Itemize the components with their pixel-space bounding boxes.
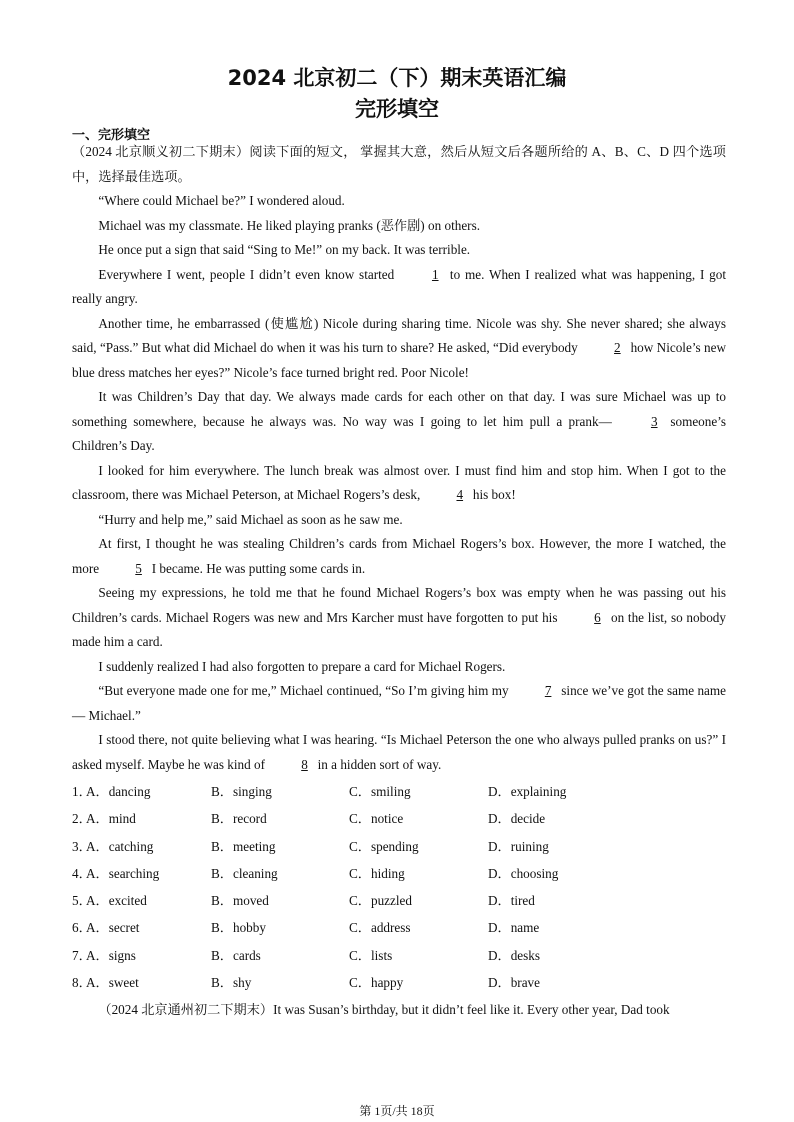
blank-2: 2 (614, 340, 621, 355)
question-row (72, 860, 726, 887)
page-number: 第 1页/共 18页 (359, 1104, 435, 1118)
option-d: D．desks (488, 947, 541, 963)
text-span: Seeing my expressions, he told me that he found Michael Rogers’s box was empty when he was passing out his Children’s cards. Michael Rogers was new and Mrs Karcher must have forgotten to put his (72, 585, 726, 625)
option-c: C．address (349, 920, 411, 936)
text-span: It was Children’s Day that day. We always made cards for each other on that day. I was sure Michael was up to something somewhere, because he always was. No way was I going to let him pull a prank— (72, 389, 726, 429)
question-number: 3． (72, 838, 92, 854)
paragraph: Michael was my classmate. He liked playing pranks (恶作剧) on others. (98, 217, 481, 233)
option-d: D．choosing (488, 865, 559, 881)
option-a: A．excited (86, 893, 147, 909)
option-b: B．cards (211, 947, 261, 963)
question-number: 4． (72, 865, 92, 881)
question-row (72, 805, 726, 832)
question-number: 5． (72, 893, 92, 909)
paragraph: He once put a sign that said “Sing to Me!” on my back. It was terrible. (98, 242, 471, 257)
option-c: C．puzzled (349, 893, 412, 909)
text-span: his box! (472, 487, 516, 502)
text-span: someone’s Children’s Day. (72, 413, 727, 453)
document-title: 2024 北京初二（下）期末英语汇编 (227, 66, 567, 90)
text-span: Everywhere I went, people I didn’t even know started (98, 266, 395, 282)
text-span: “But everyone made one for me,” Michael continued, “So I’m giving him my (98, 683, 509, 698)
text-span: I became. He was putting some cards in. (151, 560, 366, 576)
paragraph: “Hurry and help me,” said Michael as soon as he saw me. (98, 511, 403, 527)
next-passage-start: （2024 北京通州初二下期末）It was Susan’s birthday, but it didn’t feel like it. Every other year, Dad took (98, 1002, 670, 1017)
blank-1: 1 (431, 266, 439, 282)
question-row (72, 778, 726, 805)
text-span: since we’ve got the same name— Michael.” (72, 683, 726, 723)
option-a: A．sweet (86, 975, 139, 991)
option-d: D．tired (488, 893, 535, 909)
question-number: 6． (72, 920, 92, 936)
question-number: 7． (72, 947, 92, 963)
option-b: B．meeting (211, 838, 276, 854)
option-d: D．decide (488, 811, 546, 827)
option-a: A．dancing (86, 784, 151, 799)
option-d: D．name (488, 920, 540, 936)
document-subtitle: 完形填空 (355, 97, 439, 121)
option-c: C．hiding (349, 865, 405, 881)
option-a: A．catching (86, 838, 154, 854)
option-d: D．ruining (488, 838, 549, 854)
section-heading: 一、完形填空 (72, 128, 151, 143)
paragraph (72, 679, 726, 728)
question-row (72, 887, 726, 914)
text-span: in a hidden sort of way. (317, 756, 442, 772)
question-row (72, 942, 726, 969)
option-c: C．spending (349, 838, 419, 854)
question-row (72, 969, 726, 996)
blank-3: 3 (650, 413, 658, 429)
text-span: on the list, so nobody made him a card. (72, 609, 726, 649)
option-d: D．brave (488, 975, 540, 991)
paragraph (72, 385, 726, 459)
text-span: Another time, he embarrassed (使尴尬) Nicole during sharing time. Nicole was shy. She never shared; she always said, “Pass.” But what did Michael do when it was his turn to share? He asked, “Did everybody (72, 315, 726, 355)
blank-7: 7 (544, 683, 552, 698)
option-b: B．cleaning (211, 865, 278, 881)
paragraph (72, 312, 726, 386)
option-b: B．shy (211, 975, 252, 991)
source-line: （2024 北京顺义初二下期末）阅读下面的短文， 掌握其大意，然后从短文后各题所给的 A、B、C、D 四个选项中，选择最佳选项。 (72, 144, 726, 184)
option-b: B．singing (211, 784, 272, 799)
question-options (72, 778, 726, 996)
option-c: C．happy (349, 975, 404, 991)
question-row (72, 833, 726, 860)
blank-5: 5 (135, 560, 142, 576)
text-span: At first, I thought he was stealing Children’s cards from Michael Rogers’s box. However, the more I watched, the more (72, 536, 726, 576)
paragraph (72, 459, 726, 508)
question-row (72, 914, 726, 941)
option-a: A．searching (86, 865, 160, 881)
text-span: how Nicole’s new blue dress matches her eyes?” Nicole’s face turned bright red. Poor Nicole! (72, 340, 726, 380)
paragraph: I suddenly realized I had also forgotten to prepare a card for Michael Rogers. (98, 658, 506, 674)
paragraph (72, 581, 726, 655)
option-b: B．hobby (211, 920, 266, 936)
question-number: 2． (72, 811, 92, 827)
blank-8: 8 (301, 756, 308, 772)
paragraph (72, 532, 726, 581)
blank-4: 4 (456, 487, 464, 502)
option-b: B．record (211, 811, 267, 827)
blank-6: 6 (594, 609, 601, 625)
text-span: I looked for him everywhere. The lunch break was almost over. I must find him and stop him. When I got to the classroom, there was Michael Peterson, at Michael Rogers’s desk, (72, 462, 726, 502)
cloze-passage (72, 140, 726, 777)
paragraph: “Where could Michael be?” I wondered aloud. (98, 193, 345, 208)
option-d: D．explaining (488, 784, 567, 799)
option-a: A．signs (86, 947, 136, 963)
option-c: C．lists (349, 947, 393, 963)
question-number: 8． (72, 975, 92, 991)
paragraph (72, 728, 726, 777)
text-span: to me. When I realized what was happening, I got really angry. (72, 266, 727, 306)
option-a: A．secret (86, 920, 140, 936)
option-b: B．moved (211, 893, 269, 909)
option-c: C．notice (349, 811, 404, 827)
paragraph (72, 263, 726, 312)
option-a: A．mind (86, 811, 136, 827)
question-number: 1． (72, 784, 92, 799)
text-span: I stood there, not quite believing what I was hearing. “Is Michael Peterson the one who always pulled pranks on us?” I asked myself. Maybe he was kind of (72, 732, 726, 772)
option-c: C．smiling (349, 784, 411, 799)
